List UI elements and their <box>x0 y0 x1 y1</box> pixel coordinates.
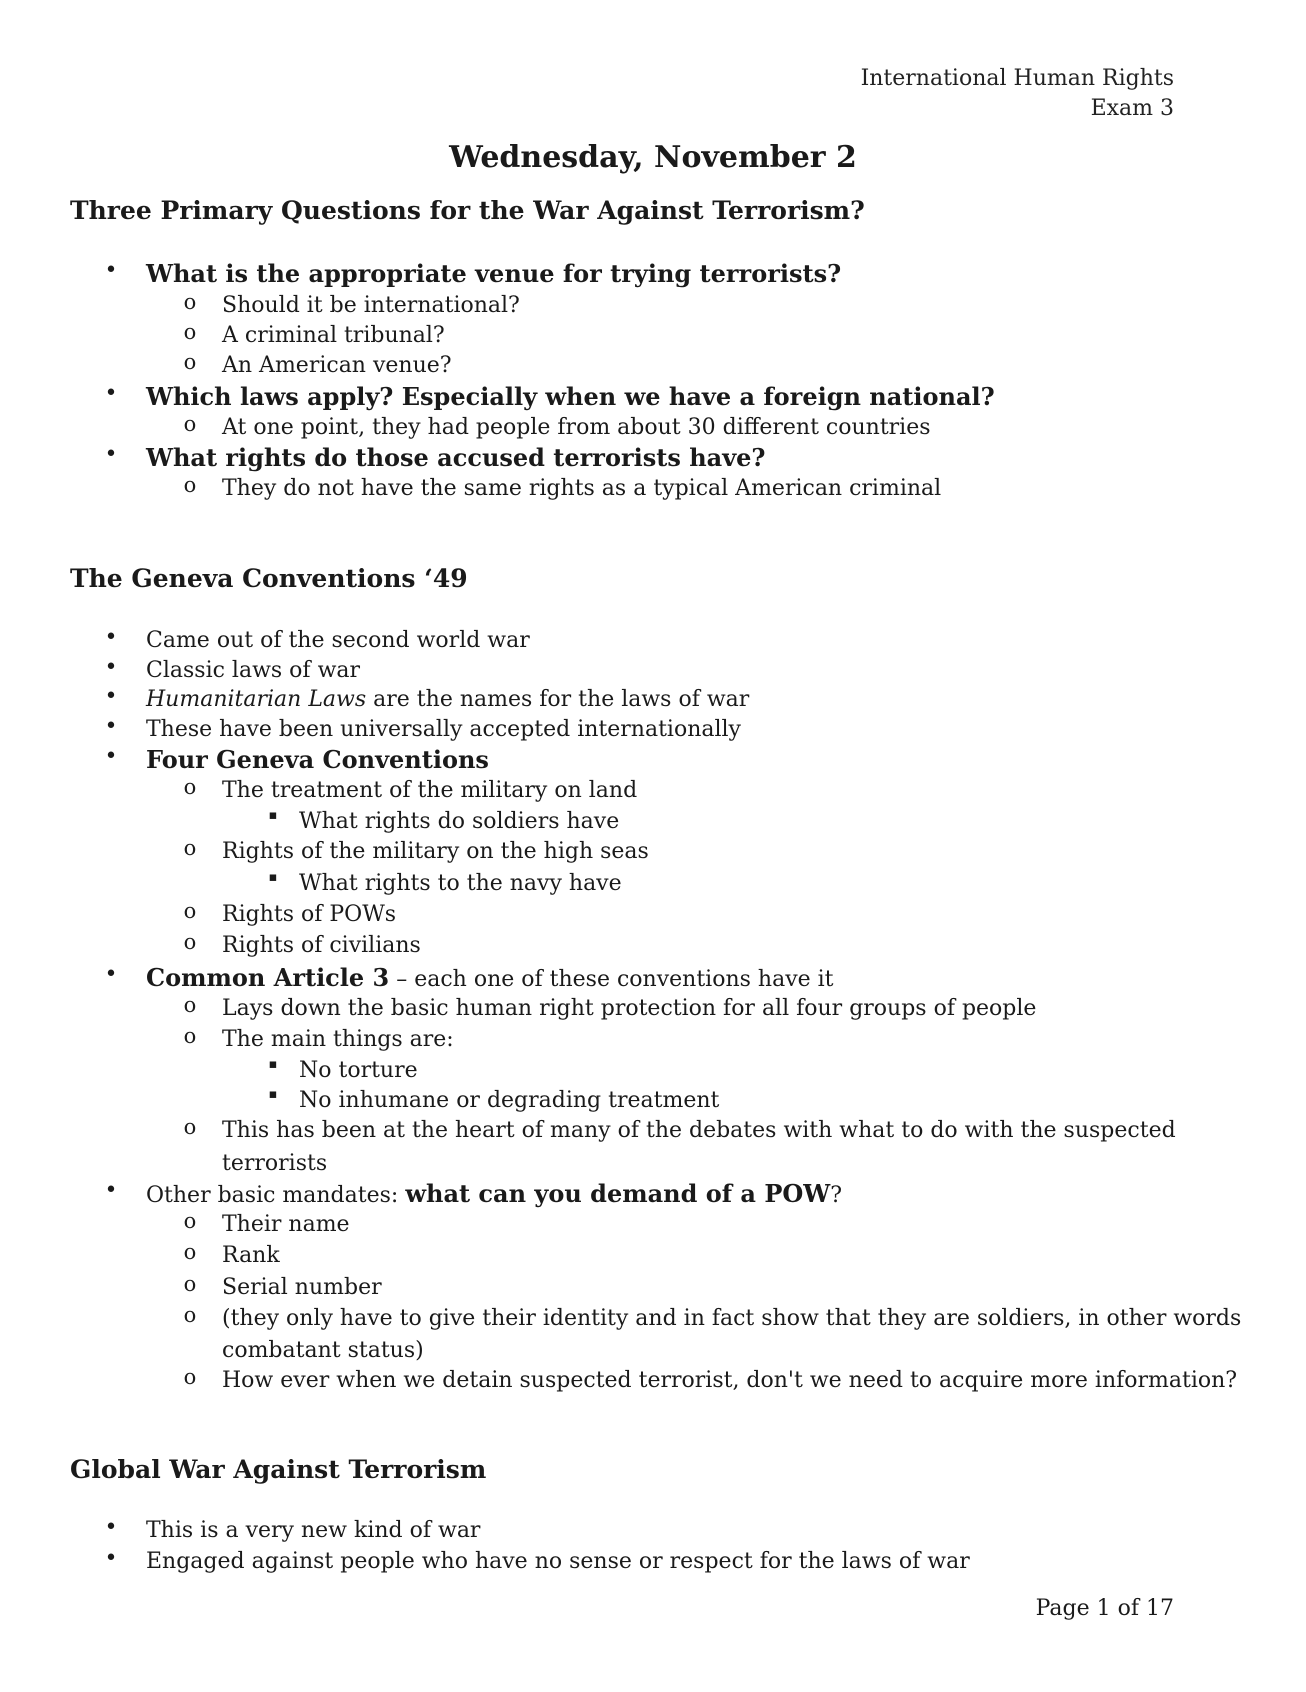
exam-label: Exam 3 <box>1090 96 1174 121</box>
list-item-text-prefix: Other basic mandates: <box>146 1183 406 1208</box>
square-bullet-icon <box>266 1087 280 1102</box>
list-item-text: Rights of POWs <box>222 902 397 927</box>
circle-bullet-icon <box>183 1209 197 1233</box>
circle-bullet-icon <box>183 993 197 1017</box>
course-name: International Human Rights <box>860 66 1174 91</box>
bullet-icon <box>104 714 118 739</box>
circle-bullet-icon <box>183 1024 197 1048</box>
section-heading-three-questions: Three Primary Questions for the War Against Terrorism? <box>70 196 865 225</box>
circle-bullet-icon <box>183 836 197 860</box>
list-item-text: Rank <box>222 1243 280 1268</box>
list-item-text: What is the appropriate venue for trying terrorists? <box>146 259 842 288</box>
circle-bullet-icon <box>183 1365 197 1389</box>
list-item-text <box>146 684 749 716</box>
list-item-text: No inhumane or degrading treatment <box>299 1088 720 1113</box>
list-item-text: What rights to the navy have <box>299 871 622 896</box>
list-item-text: Rights of the military on the high seas <box>222 839 649 864</box>
circle-bullet-icon <box>183 930 197 954</box>
list-item-text: Came out of the second world war <box>146 628 530 653</box>
date-title: Wednesday, November 2 <box>449 140 857 175</box>
bold-term: what can you demand of a POW <box>405 1179 831 1208</box>
bullet-icon <box>104 655 118 680</box>
list-item-text: Engaged against people who have no sense or respect for the laws of war <box>146 1549 970 1574</box>
circle-bullet-icon <box>183 899 197 923</box>
circle-bullet-icon <box>183 350 197 374</box>
bullet-icon <box>104 1546 118 1571</box>
square-bullet-icon <box>266 808 280 823</box>
list-item-text: A criminal tribunal? <box>222 323 445 348</box>
list-item-text-rest: are the names for the laws of war <box>366 687 750 712</box>
bullet-icon <box>104 258 118 283</box>
bullet-icon <box>104 684 118 709</box>
section-heading-global-war: Global War Against Terrorism <box>70 1455 487 1484</box>
bold-term: Common Article 3 <box>146 963 390 992</box>
list-item-text: Classic laws of war <box>146 658 361 683</box>
list-item-text <box>146 962 834 996</box>
list-item-text: (they only have to give their identity and in fact show that they are soldiers, in other words <box>222 1306 1242 1331</box>
list-item-text: Which laws apply? Especially when we have a foreign national? <box>146 382 995 411</box>
bullet-icon <box>104 1178 118 1203</box>
bullet-icon <box>104 381 118 406</box>
circle-bullet-icon <box>183 473 197 497</box>
list-item-text: Should it be international? <box>222 293 520 318</box>
list-item-text-continued: terrorists <box>222 1151 328 1176</box>
circle-bullet-icon <box>183 290 197 314</box>
square-bullet-icon <box>266 1057 280 1072</box>
list-item-text: An American venue? <box>222 353 452 378</box>
bullet-icon <box>104 442 118 467</box>
list-item-text-continued: combatant status) <box>222 1338 424 1363</box>
circle-bullet-icon <box>183 1115 197 1139</box>
list-item-text <box>146 1178 842 1212</box>
list-item-text: What rights do those accused terrorists have? <box>146 443 766 472</box>
bullet-icon <box>104 625 118 650</box>
list-item-text: This is a very new kind of war <box>146 1518 481 1543</box>
list-item-text-rest: – each one of these conventions have it <box>389 967 834 992</box>
list-item-text: Rights of civilians <box>222 933 421 958</box>
bullet-icon <box>104 1515 118 1540</box>
list-item-text: At one point, they had people from about 30 different countries <box>222 415 931 440</box>
list-item-text: Serial number <box>222 1275 382 1300</box>
page-number: Page 1 of 17 <box>1035 1596 1174 1621</box>
list-item-text: This has been at the heart of many of the debates with what to do with the suspected <box>222 1118 1176 1143</box>
circle-bullet-icon <box>183 1272 197 1296</box>
circle-bullet-icon <box>183 412 197 436</box>
list-item-text: They do not have the same rights as a typical American criminal <box>222 476 942 501</box>
square-bullet-icon <box>266 870 280 885</box>
circle-bullet-icon <box>183 320 197 344</box>
circle-bullet-icon <box>183 775 197 799</box>
list-item-text: These have been universally accepted internationally <box>146 717 741 742</box>
circle-bullet-icon <box>183 1240 197 1264</box>
list-item-text: What rights do soldiers have <box>299 809 620 834</box>
section-heading-geneva-conventions: The Geneva Conventions ‘49 <box>70 564 468 593</box>
list-item-text: Their name <box>222 1212 350 1237</box>
list-item-text: Lays down the basic human right protection for all four groups of people <box>222 996 1037 1021</box>
circle-bullet-icon <box>183 1303 197 1327</box>
list-item-text: The treatment of the military on land <box>222 778 638 803</box>
list-item-text: Four Geneva Conventions <box>146 745 489 774</box>
italic-term: Humanitarian Laws <box>146 687 367 712</box>
document-header <box>861 64 1174 124</box>
list-item-text: The main things are: <box>222 1027 454 1052</box>
bullet-icon <box>104 744 118 769</box>
bullet-icon <box>104 962 118 987</box>
list-item-text: How ever when we detain suspected terrorist, don't we need to acquire more information? <box>222 1368 1238 1393</box>
list-item-text-suffix: ? <box>830 1183 843 1208</box>
list-item-text: No torture <box>299 1058 418 1083</box>
